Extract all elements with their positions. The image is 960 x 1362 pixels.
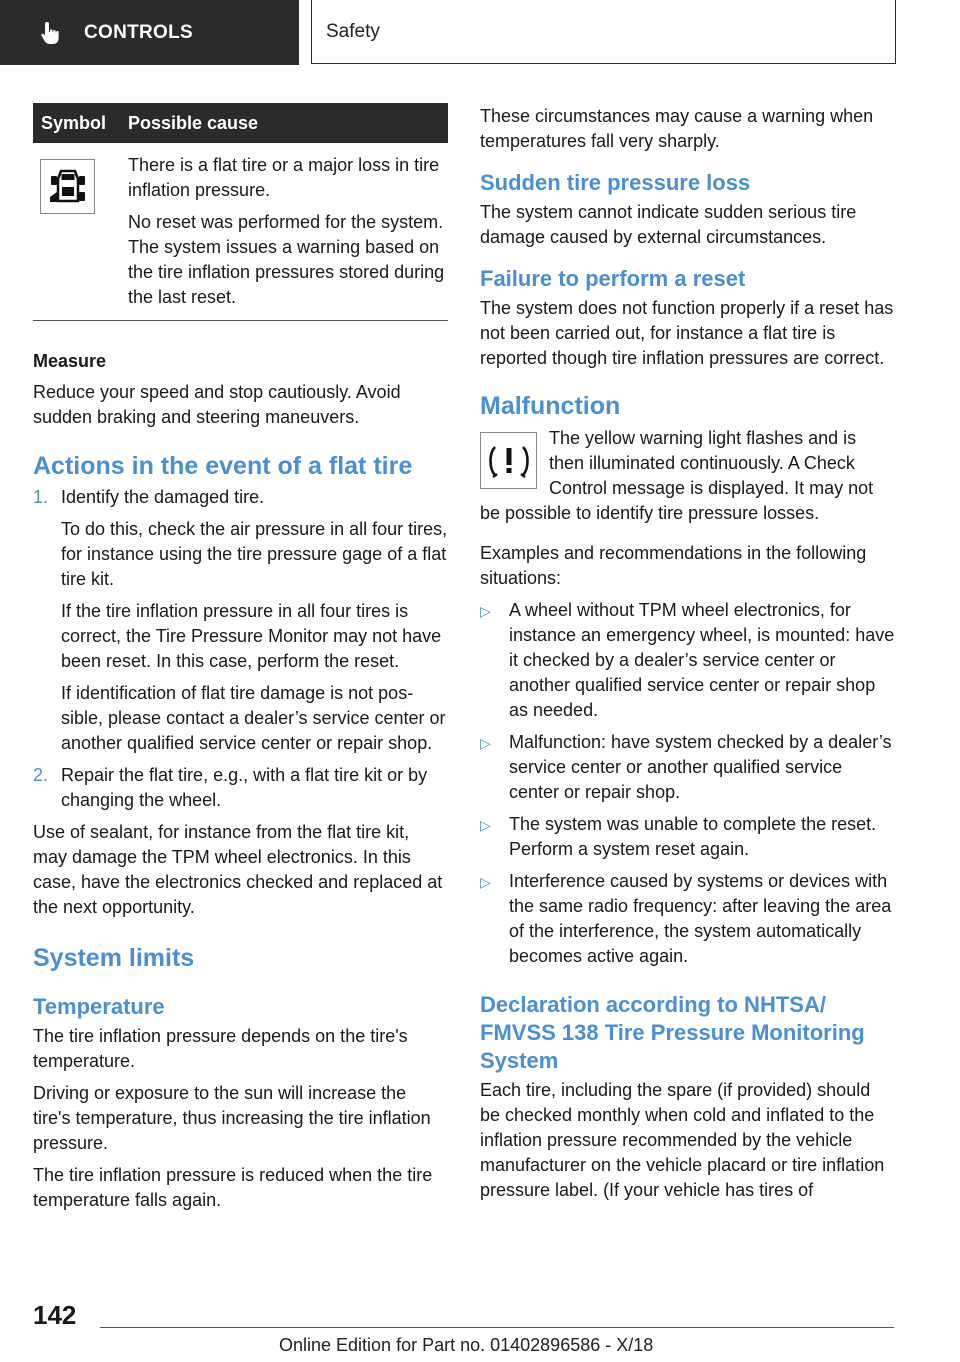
chapter-tab (311, 0, 896, 64)
table-row (33, 143, 448, 321)
measure-text: Reduce your speed and stop cautiously. Avoid sudden braking and steering maneuvers. (33, 382, 401, 427)
list-item (480, 812, 895, 862)
right-column (480, 104, 895, 1203)
examples-intro: Examples and recommendations in the following situations: (480, 543, 867, 588)
flat-tire-steps (33, 485, 448, 813)
section-title: CONTROLS (84, 21, 194, 43)
flat-tire-heading: Actions in the event of a flat tire (33, 452, 413, 480)
reset-failure-heading: Failure to perform a reset (480, 266, 746, 291)
edition-footer: Online Edition for Part no. 01402896586 - X/18 (279, 1335, 654, 1355)
page-number: 142 (33, 1300, 77, 1330)
sudden-loss-text: The system cannot indicate sudden serious tire damage caused by external circumstances. (480, 202, 857, 247)
cause-text: There is a flat tire or a major loss in tire inflation pressure. (128, 155, 440, 200)
footer-divider (100, 1327, 894, 1328)
hand-pointer-icon (40, 21, 62, 45)
bullet-triangle-icon: ▷ (480, 735, 491, 751)
step-text: To do this, check the air pressure in all four tires, for instance using the tire pressure gage of a flat tire kit. (61, 519, 448, 589)
bullet-triangle-icon: ▷ (480, 817, 491, 833)
malfunction-bullets (480, 598, 895, 969)
declaration-heading: Declaration according to NHTSA/ FMVSS 138 Tire Pressure Monitoring System (480, 992, 865, 1073)
chapter-title: Safety (326, 20, 380, 42)
temperature-text: Driving or exposure to the sun will increase the tire's temperature, thus increasing the tire inflation pressure. (33, 1083, 431, 1153)
measure-heading: Measure (33, 351, 107, 371)
malfunction-block (480, 426, 895, 526)
list-item (33, 763, 448, 813)
bullet-triangle-icon: ▷ (480, 874, 491, 890)
step-text: Identify the damaged tire. (61, 487, 265, 507)
temperature-heading: Temperature (33, 994, 165, 1019)
malfunction-text: The yellow warning light flashes and is then illuminated continuously. A Check Control message is displayed. It may not be possible to identify tire pressure losses. (480, 428, 874, 523)
step-number: 2. (33, 765, 49, 785)
temperature-text: The tire inflation pressure is reduced when the tire temperature falls again. (33, 1165, 433, 1210)
symbol-column-header: Symbol (33, 103, 128, 143)
flat-tire-car-icon (40, 159, 95, 214)
symbol-table (33, 103, 448, 321)
temperature-text: The tire inflation pressure depends on the tire's temperature. (33, 1026, 408, 1071)
bullet-text: The system was unable to complete the reset. Perform a system reset again. (509, 814, 877, 859)
temperature-text: These circumstances may cause a warning when temperatures fall very sharply. (480, 106, 874, 151)
bullet-text: A wheel without TPM wheel electronics, for instance an emergency wheel, is mounted: have it checked by a dealer’s service center or another qualified service center or repair shop as needed. (509, 600, 895, 720)
list-item (480, 869, 895, 969)
step-text: Repair the flat tire, e.g., with a flat tire kit or by changing the wheel. (61, 765, 428, 810)
bullet-triangle-icon: ▷ (480, 603, 491, 619)
list-item (480, 598, 895, 723)
step-number: 1. (33, 487, 49, 507)
cause-column-header: Possible cause (128, 103, 448, 143)
sealant-note: Use of sealant, for instance from the flat tire kit, may damage the TPM wheel electronics. In this case, have the electronics checked and replaced at the next opportunity. (33, 822, 443, 917)
cause-text: No reset was performed for the system. The system issues a warning based on the tire inflation pressures stored during the last reset. (128, 212, 445, 307)
tire-pressure-warning-icon (480, 432, 537, 489)
bullet-text: Malfunction: have system checked by a dealer’s service center or another qualified service center or repair shop. (509, 732, 892, 802)
step-text: If the tire inflation pressure in all four tires is correct, the Tire Pressure Monitor may not have been reset. In this case, perform the reset. (61, 601, 442, 671)
system-limits-heading: System limits (33, 944, 195, 972)
declaration-text: Each tire, including the spare (if provided) should be checked monthly when cold and inflated to the inflation pressure recommended by the vehicle manufacturer on the vehicle placard or tire inflation pressure label. (If your vehicle has tires of (480, 1080, 885, 1200)
reset-failure-text: The system does not function properly if a reset has not been carried out, for instance a flat tire is reported though tire inflation pressures are correct. (480, 298, 894, 368)
malfunction-heading: Malfunction (480, 392, 621, 420)
section-tab (0, 0, 299, 65)
step-text: If identification of flat tire damage is not possible, please contact a dealer’s service center or another qualified service center or repair shop. (61, 683, 446, 753)
sudden-loss-heading: Sudden tire pressure loss (480, 170, 751, 195)
list-item (480, 730, 895, 805)
list-item (33, 485, 448, 756)
bullet-text: Interference caused by systems or devices with the same radio frequency: after leaving the area of the interference, the system automatically becomes active again. (509, 871, 892, 966)
left-column (33, 103, 448, 1213)
